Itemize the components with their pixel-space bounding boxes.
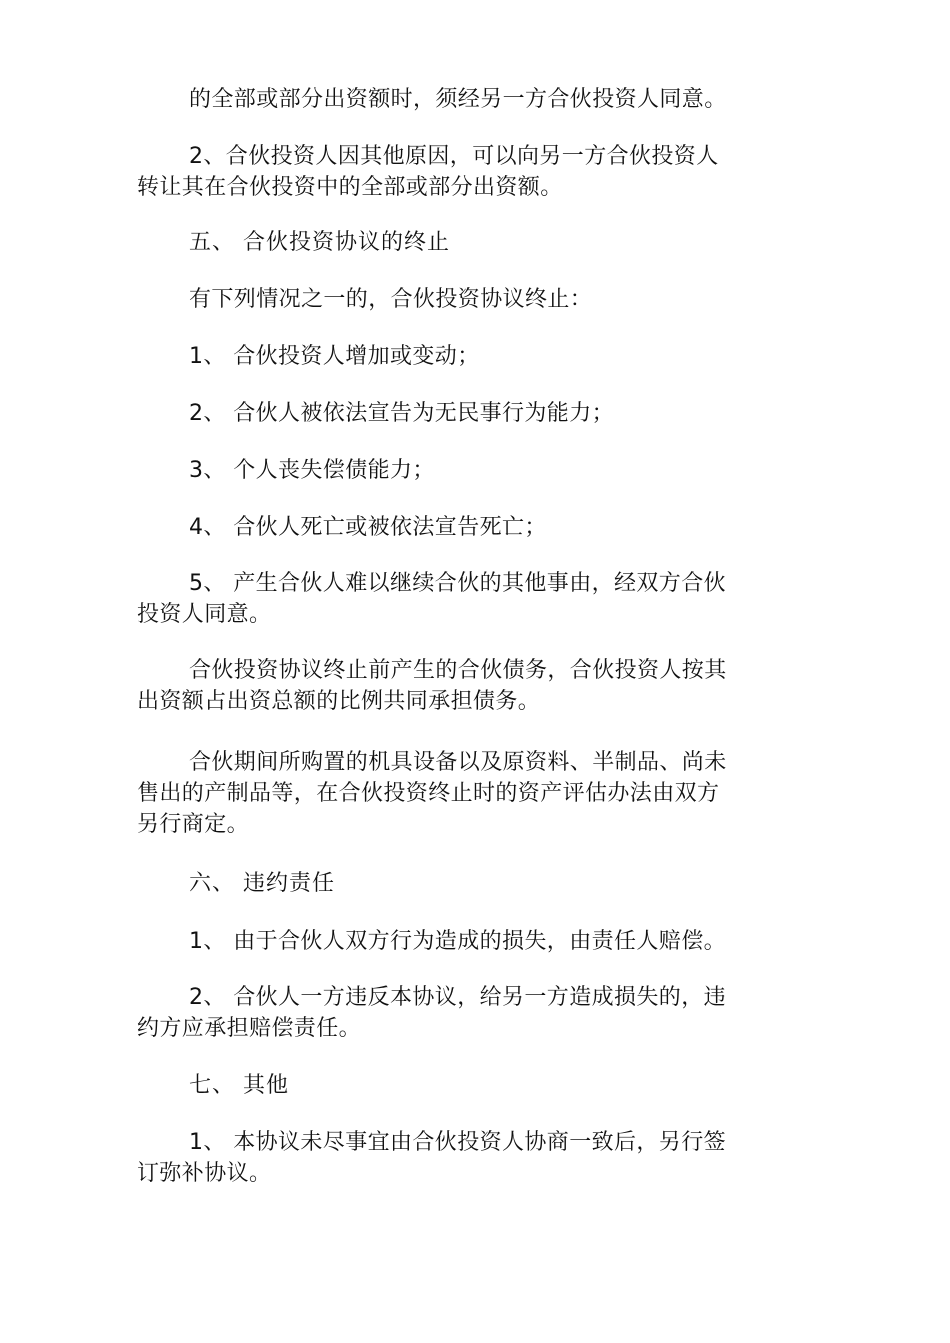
section-heading-other: 七、 其他 — [189, 1073, 289, 1098]
section-heading-liability: 六、 违约责任 — [189, 871, 335, 896]
section-heading-termination: 五、 合伙投资协议的终止 — [189, 230, 450, 255]
list-item-liability-1: 1、 由于合伙人双方行为造成的损失，由责任人赔偿。 — [189, 929, 726, 954]
list-item-other-1: 1、 本协议未尽事宜由合伙投资人协商一致后，另行签订弥补协议。 — [137, 1130, 726, 1186]
paragraph-transfer-consent: 的全部或部分出资额时，须经另一方合伙投资人同意。 — [189, 87, 727, 112]
list-item-termination-5: 5、 产生合伙人难以继续合伙的其他事由，经双方合伙投资人同意。 — [137, 571, 726, 627]
list-item-termination-4: 4、 合伙人死亡或被依法宣告死亡； — [189, 515, 547, 540]
list-item-liability-2: 2、 合伙人一方违反本协议，给另一方造成损失的，违约方应承担赔偿责任。 — [137, 985, 726, 1041]
list-item-termination-2: 2、 合伙人被依法宣告为无民事行为能力； — [189, 401, 614, 426]
list-item-termination-3: 3、 个人丧失偿债能力； — [189, 458, 435, 483]
paragraph-debt-liability: 合伙投资协议终止前产生的合伙债务，合伙投资人按其出资额占出资总额的比例共同承担债务。 — [137, 658, 727, 714]
paragraph-transfer-other-reasons: 2、合伙投资人因其他原因，可以向另一方合伙投资人转让其在合伙投资中的全部或部分出资额。 — [137, 144, 719, 200]
paragraph-termination-intro: 有下列情况之一的，合伙投资协议终止： — [189, 287, 593, 312]
list-item-termination-1: 1、 合伙投资人增加或变动； — [189, 344, 480, 369]
paragraph-asset-evaluation: 合伙期间所购置的机具设备以及原资料、半制品、尚未售出的产制品等，在合伙投资终止时的资产评估办法由双方另行商定。 — [137, 750, 727, 837]
